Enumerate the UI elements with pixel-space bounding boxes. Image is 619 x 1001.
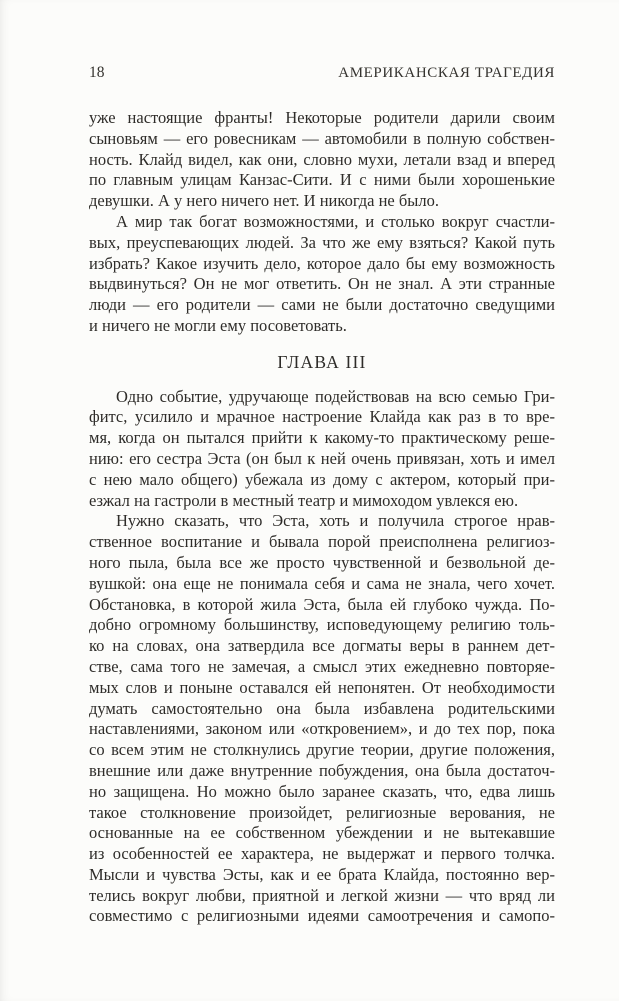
text-line: мя, когда он пытался прийти к какому-то практическому реше-	[89, 428, 555, 448]
text-line: Нужно сказать, что Эста, хоть и получила строгое нрав-	[116, 511, 555, 531]
chapter-heading: ГЛАВА III	[277, 351, 367, 372]
text-line: сыновьям — его ровесникам — автомобили в полную собствен-	[89, 128, 555, 148]
text-line: наставлениями, законом или «откровением», и до тех пор, пока	[89, 719, 555, 739]
text-line: вушкой: она еще не понимала себя и сама не знала, чего хочет.	[89, 573, 555, 593]
text-line: но защищена. Но можно было заранее сказать, что, едва лишь	[89, 781, 555, 801]
text-line: и ничего не могли ему посоветовать.	[89, 315, 347, 335]
text-line: ко на словах, она затвердила все догматы веры в раннем дет-	[89, 636, 555, 656]
text-line: с нею мало общего) убежала из дому с актером, который при-	[89, 469, 555, 489]
text-line: вых, преуспевающих людей. За что же ему взяться? Какой путь	[89, 232, 555, 252]
text-line: люди — его родители — сами не были достаточно сведущими	[89, 295, 555, 315]
paragraph	[89, 387, 555, 512]
page-body	[89, 108, 555, 927]
text-line: ного пыла, была все же просто чувственной и безвольной де-	[89, 552, 555, 572]
paragraph	[89, 108, 555, 212]
page-number: 18	[89, 64, 105, 81]
running-title: АМЕРИКАНСКАЯ ТРАГЕДИЯ	[338, 65, 555, 81]
text-line: из особенностей ее характера, не выдержат и первого толчка.	[89, 844, 555, 864]
text-line: добно огромному большинству, исповедующему религию толь-	[89, 615, 555, 635]
text-line: такое столкновение произойдет, религиозные верования, не	[89, 802, 555, 822]
text-line: Мысли и чувства Эсты, как и ее брата Клайда, постоянно вер-	[89, 864, 555, 884]
text-line: езжал на гастроли в местный театр и мимоходом увлекся ею.	[89, 490, 519, 510]
text-line: внешние или даже внутренние побуждения, она была достаточ-	[89, 760, 555, 780]
text-line: Одно событие, удручающе подействовав на всю семью Гри-	[116, 386, 555, 406]
text-line: по главным улицам Канзас-Сити. И с ними были хорошенькие	[89, 170, 555, 190]
text-line: со всем этим не столкнулись другие теории, другие положения,	[89, 740, 555, 760]
text-line: мых слов и поныне оставался ей непонятен. От необходимости	[89, 677, 555, 697]
text-line: ственное воспитание и бывала порой преисполнена религиоз-	[89, 532, 555, 552]
text-line: выдвинуться? Он не мог ответить. Он не знал. А эти странные	[89, 274, 555, 294]
text-line: нию: его сестра Эста (он был к ней очень привязан, хоть и имел	[89, 448, 555, 468]
text-line: девушки. А у него ничего нет. И никогда не было.	[89, 191, 439, 211]
text-line: фитс, усилило и мрачное настроение Клайда как раз в то вре-	[89, 407, 555, 427]
text-line: Обстановка, в которой жила Эста, была ей глубоко чужда. По-	[89, 594, 555, 614]
text-line: думать самостоятельно она была избавлена родительскими	[89, 698, 555, 718]
text-line: ность. Клайд видел, как они, словно мухи, летали взад и вперед	[89, 149, 555, 169]
text-line: совместимо с религиозными идеями самоотречения и самопо-	[89, 906, 555, 926]
text-line: А мир так богат возможностями, и столько вокруг счастли-	[116, 211, 555, 231]
page-header	[89, 64, 555, 82]
text-line: основанные на ее собственном убеждении и не вытекавшие	[89, 823, 555, 843]
text-line: стве, сама того не замечая, а смысл этих ежедневно повторяе-	[89, 656, 555, 676]
text-line: уже настоящие франты! Некоторые родители дарили своим	[89, 108, 555, 127]
text-line: избрать? Какое изучить дело, которое дало бы ему возможность	[89, 253, 555, 273]
paragraph	[89, 511, 555, 927]
paragraph	[89, 212, 555, 337]
text-line: телись вокруг любви, приятной и легкой жизни — что вряд ли	[89, 885, 555, 905]
